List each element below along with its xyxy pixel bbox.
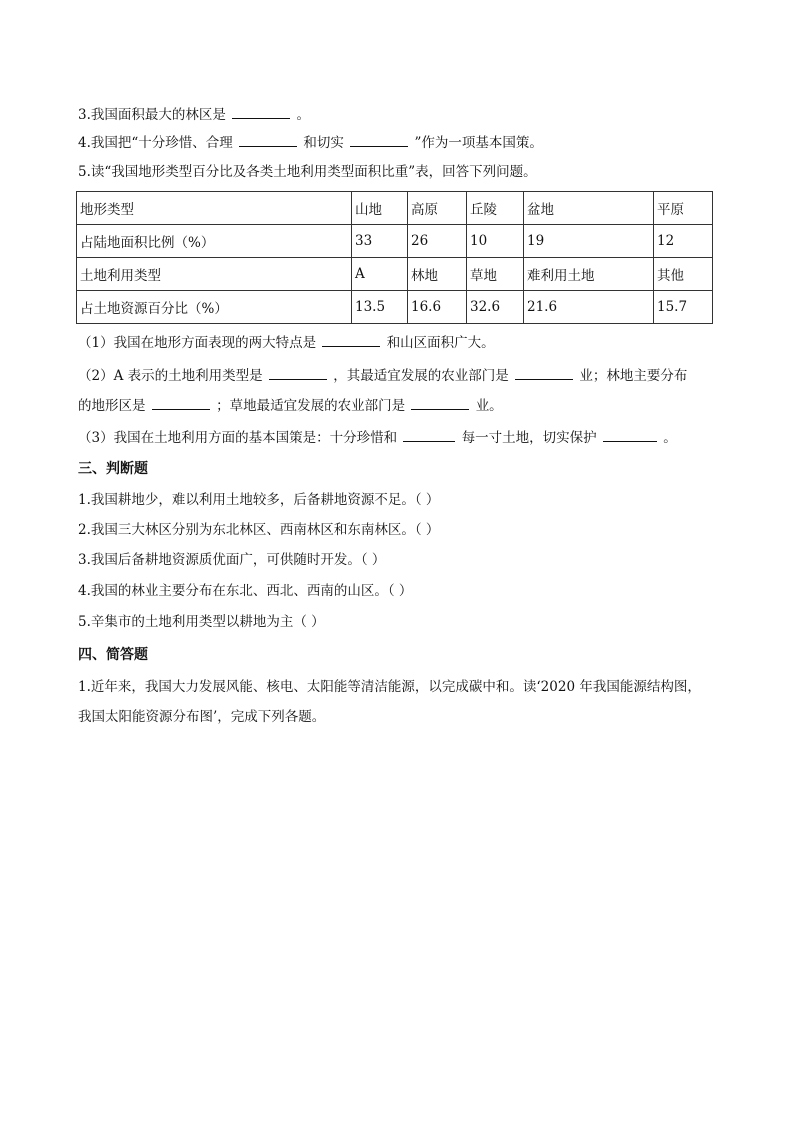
table-cell: 高原 [408, 192, 467, 225]
table-cell: 难利用土地 [524, 258, 654, 291]
table-cell: 丘陵 [467, 192, 524, 225]
table-cell: 山地 [352, 192, 408, 225]
table-cell: 其他 [654, 258, 713, 291]
question-4 [78, 132, 543, 153]
section-3-heading: 三、判断题 [78, 461, 148, 477]
question-3-text: 3.我国面积最大的林区是 [78, 107, 226, 123]
judge-item-4: 4.我国的林业主要分布在东北、西北、西南的山区。（ ） [78, 583, 413, 599]
section-4-heading: 四、简答题 [78, 647, 148, 663]
sub-question-text: （2）A 表示的土地利用类型是 [78, 368, 263, 384]
table-cell: 12 [654, 225, 713, 258]
table-cell: 土地利用类型 [77, 258, 352, 291]
table-cell: 19 [524, 225, 654, 258]
table-cell: 平原 [654, 192, 713, 225]
table-cell: 盆地 [524, 192, 654, 225]
table-cell: 占土地资源百分比（%） [77, 291, 352, 324]
table-cell: 32.6 [467, 291, 524, 324]
judge-item-5: 5.辛集市的土地利用类型以耕地为主（ ） [78, 614, 325, 630]
short-answer-1-line1: 1.近年来，我国大力发展风能、核电、太阳能等清洁能源，以完成碳中和。读‘2020 年我国能源结构图， [78, 679, 701, 695]
sub-question-text: ，其最适宜发展的农业部门是 [333, 368, 509, 384]
sub-question-text: （1）我国在地形方面表现的两大特点是 [78, 335, 317, 351]
question-5 [78, 162, 537, 182]
answer-blank[interactable] [350, 132, 408, 147]
sub-question-text: 每一寸土地，切实保护 [461, 430, 597, 446]
land-data-table [76, 191, 713, 324]
sub-question-3 [78, 427, 677, 448]
sub-question-text: 业；林地主要分布 [579, 368, 688, 384]
table-cell: 占陆地面积比例（%） [77, 225, 352, 258]
table-cell: A [352, 258, 408, 291]
answer-blank[interactable] [515, 365, 573, 380]
table-cell: 21.6 [524, 291, 654, 324]
question-3-end: 。 [296, 107, 310, 123]
question-3 [78, 104, 310, 125]
sub-question-text: 和山区面积广大。 [386, 335, 495, 351]
table-cell: 地形类型 [77, 192, 352, 225]
answer-blank[interactable] [322, 332, 380, 347]
sub-question-text: 业。 [475, 398, 503, 414]
table-cell: 16.6 [408, 291, 467, 324]
sub-question-text: 的地形区是 [78, 398, 146, 414]
answer-blank[interactable] [411, 395, 469, 410]
question-4-text: ”作为一项基本国策。 [414, 135, 543, 151]
table-cell: 林地 [408, 258, 467, 291]
table-cell: 13.5 [352, 291, 408, 324]
table-row [77, 192, 713, 225]
table-row [77, 291, 713, 324]
table-cell: 10 [467, 225, 524, 258]
sub-question-1 [78, 332, 495, 353]
judge-item-3: 3.我国后备耕地资源质优面广，可供随时开发。（ ） [78, 552, 386, 568]
sub-question-2-line2 [78, 395, 503, 416]
sub-question-text: ；草地最适宜发展的农业部门是 [216, 398, 406, 414]
question-4-text: 4.我国把“十分珍惜、合理 [78, 135, 233, 151]
question-4-text: 和切实 [303, 135, 344, 151]
answer-blank[interactable] [232, 104, 290, 119]
table-cell: 15.7 [654, 291, 713, 324]
answer-blank[interactable] [152, 395, 210, 410]
short-answer-1-line2: 我国太阳能资源分布图’，完成下列各题。 [78, 709, 326, 725]
sub-question-2 [78, 365, 687, 386]
answer-blank[interactable] [269, 365, 327, 380]
table-row [77, 258, 713, 291]
table-cell: 26 [408, 225, 467, 258]
question-5-text: 5.读“我国地形类型百分比及各类土地利用类型面积比重”表，回答下列问题。 [78, 164, 537, 180]
table-cell: 草地 [467, 258, 524, 291]
answer-blank[interactable] [239, 132, 297, 147]
answer-blank[interactable] [603, 427, 657, 442]
judge-item-2: 2.我国三大林区分别为东北林区、西南林区和东南林区。（ ） [78, 522, 440, 538]
sub-question-text: 。 [663, 430, 677, 446]
judge-item-1: 1.我国耕地少，难以利用土地较多，后备耕地资源不足。（ ） [78, 492, 440, 508]
answer-blank[interactable] [403, 427, 455, 442]
table-cell: 33 [352, 225, 408, 258]
table-row [77, 225, 713, 258]
sub-question-text: （3）我国在土地利用方面的基本国策是：十分珍惜和 [78, 430, 398, 446]
